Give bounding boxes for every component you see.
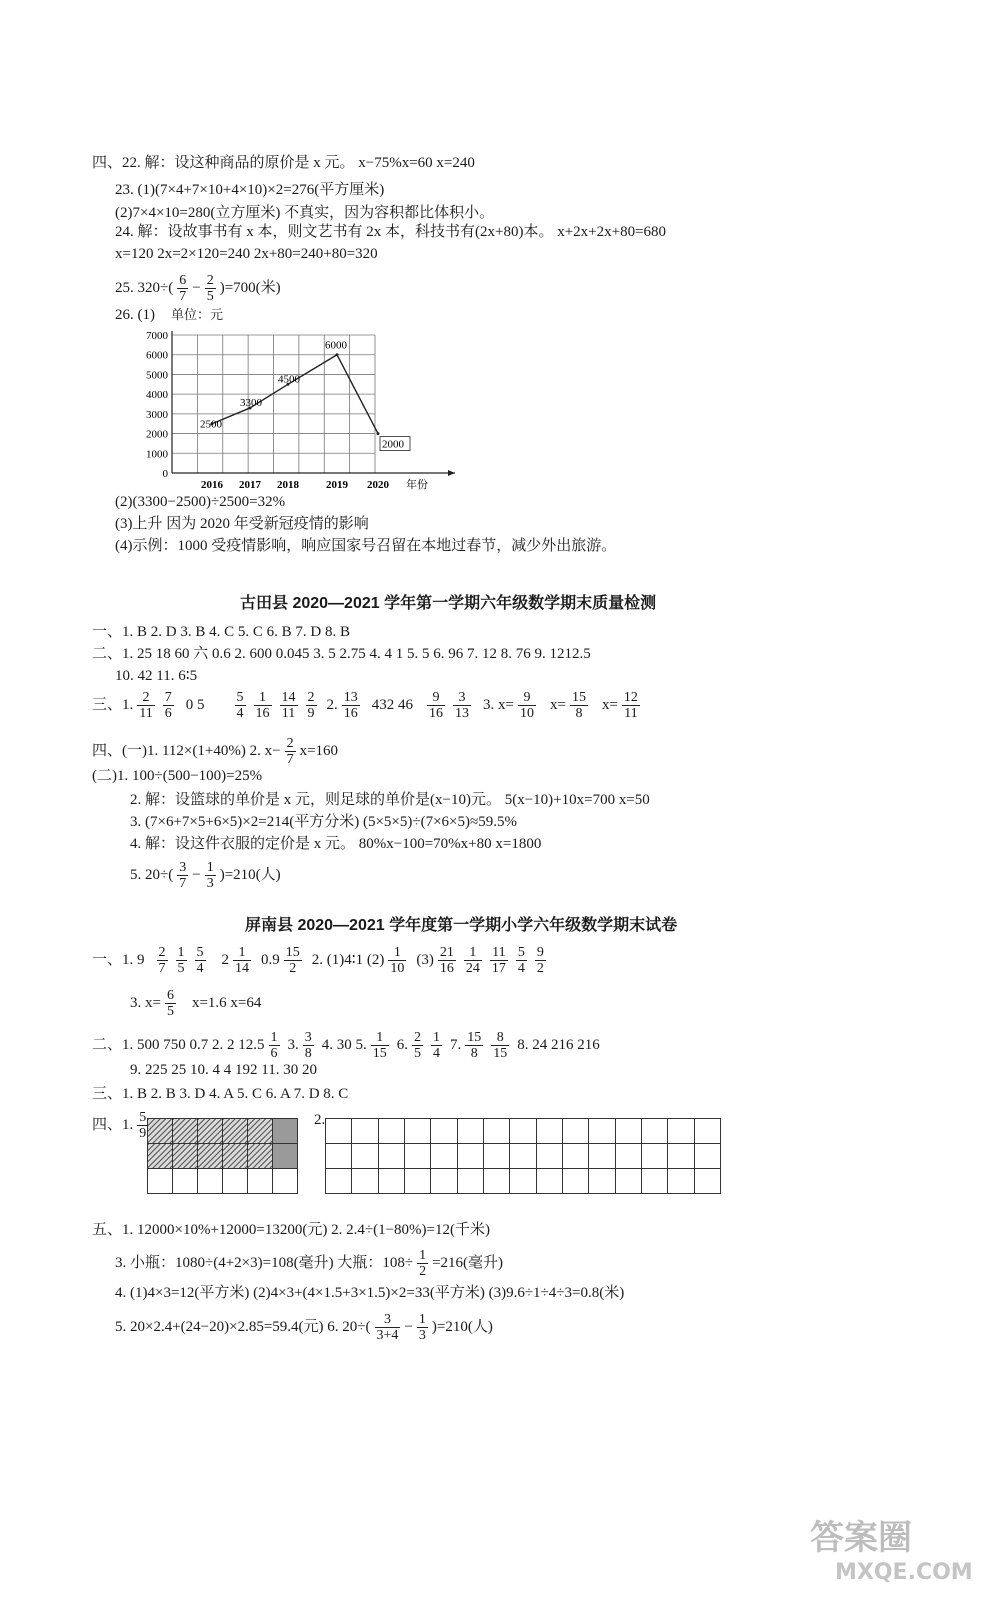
shaded-grid xyxy=(147,1118,297,1193)
grid-cell xyxy=(615,1168,642,1194)
fraction: $\frac{5}{4}$ xyxy=(196,945,204,976)
q23-line1: 23. (1)(7×4+7×10+4×10)×2=276(平方厘米) xyxy=(115,182,385,198)
grid-cell xyxy=(641,1118,668,1144)
grid-cell xyxy=(694,1168,721,1194)
q25-pre: 25. 320÷( xyxy=(115,279,174,296)
s2-line3: 10. 42 11. 6∶5 xyxy=(115,668,198,684)
s2-line8: 3. (7×6+7×5+6×5)×2=214(平方分米) (5×5×5)÷(7×6×5)≈59.5% xyxy=(130,814,517,830)
s3-line3: 二、1. 500 750 0.7 2. 2 12.5 $\frac{1}{6}$ 3. $\frac{3}{8}$ 4. 30 5. $\frac{1}{15}$ 6. $\frac{2}{5}$ $\frac{1}{4}$ 7. $\frac{15}{8}$ $\frac{8}{15}$ 8. 24 216 216 xyxy=(92,1030,600,1061)
grid-cell xyxy=(272,1168,298,1194)
y-tick-label: 2000 xyxy=(146,428,168,441)
x-tick-label: 2019 xyxy=(326,479,348,491)
grid-cell xyxy=(509,1168,536,1194)
y-tick-label: 1000 xyxy=(146,448,168,461)
fraction: $\frac{1}{2}$ xyxy=(419,1248,427,1279)
y-tick-label: 5000 xyxy=(146,369,168,382)
fraction: $\frac{2}{7}$ xyxy=(286,736,294,767)
fraction: $\frac{6}{7}$ xyxy=(179,273,187,304)
q22-line: 四、22. 解：设这种商品的原价是 x 元。 x−75%x=60 x=240 xyxy=(92,155,475,171)
s3-line8: 3. 小瓶：1080÷(4+2×3)=108(毫升) 大瓶：108÷ $\frac{1}{2}$ =216(毫升) xyxy=(115,1248,504,1279)
grid-cell xyxy=(197,1118,223,1144)
grid-cell xyxy=(667,1118,694,1144)
fraction: $\frac{1}{14}$ xyxy=(235,945,250,976)
s3-line5: 三、1. B 2. B 3. D 4. A 5. C 6. A 7. D 8. C xyxy=(92,1086,349,1102)
grid-cell xyxy=(457,1143,484,1169)
grid-cell xyxy=(147,1118,173,1144)
y-tick-label: 7000 xyxy=(146,330,168,342)
s3-line1: 一、1. 9 $\frac{2}{7}$ $\frac{1}{5}$ $\frac{5}{4}$ 2 $\frac{1}{14}$ 0.9 $\frac{15}{2}$ 2. (1)4∶1 (2) $\frac{1}{10}$ (3) $\frac{21}{16}$ $\frac{1}{24}$ $\frac{11}{17}$ $\frac{5}{4}$ $\frac{9}{2}$ xyxy=(92,945,544,976)
grid-cell xyxy=(222,1118,248,1144)
s2-line2: 二、1. 25 18 60 六 0.6 2. 600 0.045 3. 5 2.75 4. 4 1 5. 5 6. 96 7. 12 8. 76 9. 1212.5 xyxy=(92,646,591,662)
q26-line1: 26. (1) 单位：元 xyxy=(115,307,224,323)
grid-cell xyxy=(615,1143,642,1169)
fraction: $\frac{5}{4}$ xyxy=(517,945,525,976)
y-tick-label: 3000 xyxy=(146,408,168,421)
grid-cell xyxy=(378,1143,405,1169)
s2-line4: 三、1. $\frac{2}{11}$ $\frac{7}{6}$ 0 5 $\frac{5}{4}$ $\frac{1}{16}$ $\frac{14}{11}$ $\frac{2}{9}$ 2. $\frac{13}{16}$ 432 46 $\frac{9}{16}$ $\frac{3}{13}$ 3. x= $\frac{9}{10}$ x= $\frac{15}{8}$ x= $\frac{12}{11}$ xyxy=(92,690,638,721)
grid-cell xyxy=(222,1143,248,1169)
fraction: $\frac{3}{8}$ xyxy=(304,1030,312,1061)
q25-line: 25. 320÷( $\frac{6}{7}$ − $\frac{2}{5}$ )=700(米) xyxy=(115,273,281,304)
q26-line4: (4)示例：1000 受疫情影响，响应国家号召留在本地过春节，减少外出旅游。 xyxy=(115,538,617,554)
s2-line9: 4. 解：设这件衣服的定价是 x 元。 80%x−100=70%x+80 x=1800 xyxy=(130,836,542,852)
fraction: $\frac{2}{5}$ xyxy=(206,273,214,304)
fraction: $\frac{9}{16}$ xyxy=(429,690,443,721)
grid-cell xyxy=(562,1168,589,1194)
empty-grid xyxy=(325,1118,720,1193)
x-axis-label: 年份 xyxy=(406,479,428,491)
grid-cell xyxy=(457,1168,484,1194)
fraction: $\frac{2}{11}$ xyxy=(139,690,153,721)
q23-line2: (2)7×4×10=280(立方厘米) 不真实，因为容积都比体积小。 xyxy=(115,205,495,221)
grid-cell xyxy=(457,1118,484,1144)
grid-cell xyxy=(536,1143,563,1169)
s2-line6: (二)1. 100÷(500−100)=25% xyxy=(92,768,263,784)
grid-cell xyxy=(378,1168,405,1194)
grid-cell xyxy=(351,1143,378,1169)
grid-cell xyxy=(509,1143,536,1169)
grid-cell xyxy=(172,1143,198,1169)
grid-cell xyxy=(247,1143,273,1169)
s3-line6: 四、1. $\frac{5}{9}$ 2. xyxy=(92,1110,326,1141)
grid-cell xyxy=(197,1143,223,1169)
grid-cell xyxy=(172,1118,198,1144)
grid-cell xyxy=(404,1118,431,1144)
grid-cell xyxy=(325,1143,352,1169)
fraction: $\frac{13}{16}$ xyxy=(343,690,358,721)
x-tick-label: 2016 xyxy=(201,479,223,491)
grid-cell xyxy=(404,1168,431,1194)
grid-cell xyxy=(641,1168,668,1194)
fraction: $\frac{2}{5}$ xyxy=(414,1030,422,1061)
grid-cell xyxy=(247,1118,273,1144)
fraction: $\frac{1}{16}$ xyxy=(255,690,270,721)
section-title-gutian: 古田县 2020—2021 学年第一学期六年级数学期末质量检测 xyxy=(240,595,657,612)
s2-line1: 一、1. B 2. D 3. B 4. C 5. C 6. B 7. D 8. B xyxy=(92,624,350,640)
fraction: $\frac{14}{11}$ xyxy=(281,690,296,721)
fraction: $\frac{8}{15}$ xyxy=(493,1030,508,1061)
fraction: $\frac{1}{4}$ xyxy=(433,1030,441,1061)
fraction: $\frac{1}{10}$ xyxy=(390,945,405,976)
y-tick-label: 4000 xyxy=(146,389,168,402)
grid-cell xyxy=(536,1168,563,1194)
fraction: $\frac{6}{5}$ xyxy=(166,988,174,1019)
s3-line10: 5. 20×2.4+(24−20)×2.85=59.4(元) 6. 20÷( $\frac{3}{3+4}$ − $\frac{1}{3}$ )=210(人) xyxy=(115,1312,493,1343)
data-label: 6000 xyxy=(325,339,347,352)
data-point xyxy=(336,353,339,356)
grid-cell xyxy=(641,1143,668,1169)
grid-cell xyxy=(483,1168,510,1194)
grid-cell xyxy=(172,1168,198,1194)
grid-cell xyxy=(272,1118,298,1144)
x-axis-arrow xyxy=(448,470,455,476)
s2-line10: 5. 20÷( $\frac{3}{7}$ − $\frac{1}{3}$ )=210(人) xyxy=(130,860,281,891)
s3-line7: 五、1. 12000×10%+12000=13200(元) 2. 2.4÷(1−80%)=12(千米) xyxy=(92,1222,490,1238)
fraction: $\frac{15}{8}$ xyxy=(467,1030,482,1061)
grid-cell xyxy=(404,1143,431,1169)
fraction: $\frac{3}{7}$ xyxy=(179,860,187,891)
data-label: 4500 xyxy=(278,373,300,386)
grid-cell xyxy=(247,1168,273,1194)
grid-cell xyxy=(562,1143,589,1169)
fraction: $\frac{21}{16}$ xyxy=(439,945,454,976)
line-chart xyxy=(130,325,460,495)
grid-cell xyxy=(509,1118,536,1144)
grid-cell xyxy=(325,1168,352,1194)
s3-line2: 3. x= $\frac{6}{5}$ x=1.6 x=64 xyxy=(130,988,262,1019)
fraction: $\frac{5}{9}$ xyxy=(139,1110,147,1141)
grid-cell xyxy=(197,1168,223,1194)
grid-cell xyxy=(694,1143,721,1169)
watermark-logo: 答案圈 xyxy=(810,1518,912,1558)
grid-cell xyxy=(272,1143,298,1169)
grid-cell xyxy=(588,1143,615,1169)
watermark-url: MXQE.COM xyxy=(835,1560,973,1585)
data-label: 2500 xyxy=(200,418,222,431)
grid-cell xyxy=(588,1168,615,1194)
grid-cell xyxy=(351,1168,378,1194)
grid-cell xyxy=(667,1143,694,1169)
fraction: $\frac{5}{4}$ xyxy=(236,690,244,721)
x-tick-label: 2020 xyxy=(367,479,389,491)
fraction: $\frac{1}{24}$ xyxy=(465,945,480,976)
data-point xyxy=(377,432,380,435)
fraction: $\frac{3}{3+4}$ xyxy=(376,1312,399,1343)
fraction: $\frac{15}{8}$ xyxy=(571,690,586,721)
grid-cell xyxy=(483,1118,510,1144)
fraction: $\frac{3}{13}$ xyxy=(455,690,469,721)
grid-cell xyxy=(351,1118,378,1144)
grid-cell xyxy=(694,1118,721,1144)
y-tick-label: 6000 xyxy=(146,349,168,362)
s2-line5: 四、(一)1. 112×(1+40%) 2. x− $\frac{2}{7}$ x=160 xyxy=(92,736,339,767)
grid-cell xyxy=(615,1118,642,1144)
grid-cell xyxy=(430,1168,457,1194)
fraction: $\frac{1}{6}$ xyxy=(270,1030,278,1061)
grid-cell xyxy=(667,1168,694,1194)
grid-cell xyxy=(222,1168,248,1194)
x-tick-label: 2018 xyxy=(277,479,299,491)
grid-cell xyxy=(430,1143,457,1169)
data-label: 3300 xyxy=(240,396,262,409)
fraction: $\frac{1}{5}$ xyxy=(177,945,185,976)
fraction: $\frac{15}{2}$ xyxy=(285,945,300,976)
fraction: $\frac{11}{17}$ xyxy=(491,945,506,976)
x-tick-label: 2017 xyxy=(239,479,261,491)
q24-line1: 24. 解：设故事书有 x 本，则文艺书有 2x 本，科技书有(2x+80)本。 x+2x+2x+80=680 xyxy=(115,224,667,240)
section-title-pingnan: 屏南县 2020—2021 学年度第一学期小学六年级数学期末试卷 xyxy=(245,917,678,934)
fraction: $\frac{1}{3}$ xyxy=(206,860,214,891)
fraction: $\frac{2}{7}$ xyxy=(158,945,166,976)
fraction: $\frac{12}{11}$ xyxy=(623,690,638,721)
q26-line2: (2)(3300−2500)÷2500=32% xyxy=(115,494,286,510)
grid-cell xyxy=(147,1168,173,1194)
s2-line7: 2. 解：设篮球的单价是 x 元，则足球的单价是(x−10)元。 5(x−10)+10x=700 x=50 xyxy=(130,792,650,808)
chart-unit-label: 单位：元 xyxy=(171,307,224,322)
grid-cell xyxy=(483,1143,510,1169)
y-tick-label: 0 xyxy=(162,468,168,480)
grid-cell xyxy=(325,1118,352,1144)
grid-cell xyxy=(147,1143,173,1169)
fraction: $\frac{1}{15}$ xyxy=(372,1030,387,1061)
grid-cell xyxy=(562,1118,589,1144)
grid-cell xyxy=(378,1118,405,1144)
fraction: $\frac{1}{3}$ xyxy=(418,1312,426,1343)
data-label: 2000 xyxy=(382,438,404,451)
fraction: $\frac{2}{9}$ xyxy=(307,690,315,721)
grid-cell xyxy=(430,1118,457,1144)
s3-line4: 9. 225 25 10. 4 4 192 11. 30 20 xyxy=(130,1062,317,1078)
fraction: $\frac{7}{6}$ xyxy=(164,690,172,721)
grid-cell xyxy=(536,1118,563,1144)
q24-line2: x=120 2x=2×120=240 2x+80=240+80=320 xyxy=(115,246,378,262)
fraction: $\frac{9}{10}$ xyxy=(519,690,534,721)
s3-line9: 4. (1)4×3=12(平方米) (2)4×3+(4×1.5+3×1.5)×2=33(平方米) (3)9.6÷1÷4÷3=0.8(米) xyxy=(115,1285,625,1301)
grid-cell xyxy=(588,1118,615,1144)
fraction: $\frac{9}{2}$ xyxy=(536,945,544,976)
q26-line3: (3)上升 因为 2020 年受新冠疫情的影响 xyxy=(115,516,369,532)
